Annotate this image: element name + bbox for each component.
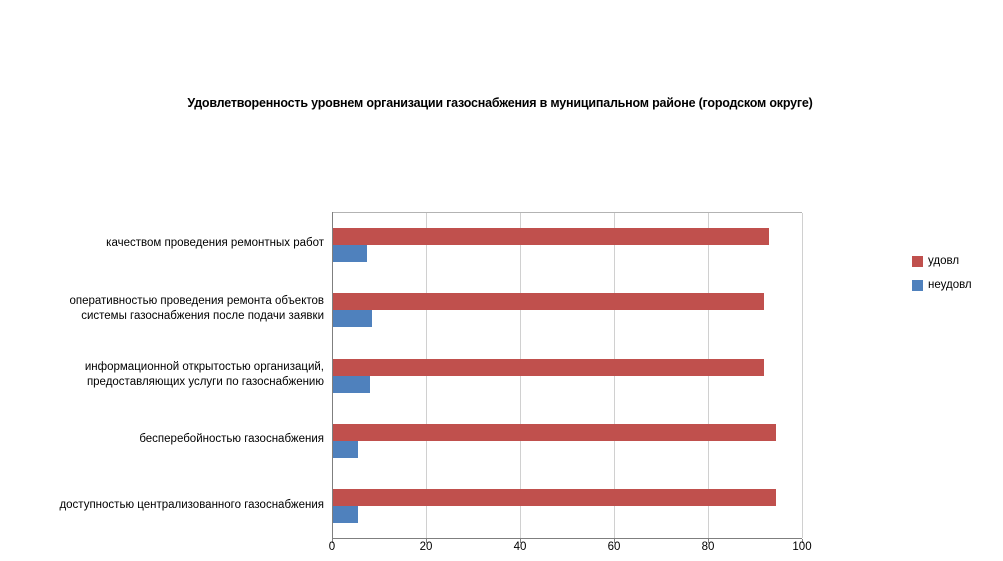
bar — [333, 359, 764, 376]
legend-item — [912, 279, 972, 291]
legend-color-swatch — [912, 280, 923, 291]
x-axis-tick-label: 60 — [607, 541, 621, 553]
category-label — [0, 498, 324, 513]
legend-item — [912, 255, 972, 267]
category-label-line: оперативностью проведения ремонта объектов — [69, 295, 324, 308]
bar — [333, 424, 776, 441]
x-axis-tick-label: 40 — [513, 541, 527, 553]
x-axis-tick-label: 0 — [328, 541, 336, 553]
category-label-line: системы газоснабжения после подачи заявки — [81, 310, 324, 323]
category-label-line: доступностью централизованного газоснабжения — [59, 498, 324, 511]
gridline — [802, 213, 803, 538]
bar — [333, 506, 358, 523]
legend-color-swatch — [912, 256, 923, 267]
bar — [333, 376, 370, 393]
legend-label: удовл — [928, 255, 960, 267]
bar — [333, 228, 769, 245]
x-axis-tick-label: 100 — [792, 541, 812, 553]
bar — [333, 441, 358, 458]
category-label-line: информационной открытостью организаций, — [84, 360, 324, 373]
category-label-line: бесперебойностью газоснабжения — [139, 433, 324, 446]
category-label — [0, 294, 324, 324]
legend-label: неудовл — [928, 279, 972, 291]
x-axis-tick-label: 20 — [419, 541, 433, 553]
bar — [333, 293, 764, 310]
category-label-line: предоставляющих услуги по газоснабжению — [86, 375, 324, 388]
chart-legend — [912, 255, 972, 303]
category-label — [0, 360, 324, 390]
category-label-line: качеством проведения ремонтных работ — [106, 237, 324, 250]
bar — [333, 489, 776, 506]
category-label — [0, 432, 324, 447]
bar — [333, 310, 372, 327]
chart-title: Удовлетворенность уровнем организации газоснабжения в муниципальном районе (городском округе) — [187, 96, 813, 110]
category-label — [0, 236, 324, 251]
x-axis-tick-label: 80 — [701, 541, 715, 553]
bar — [333, 245, 367, 262]
